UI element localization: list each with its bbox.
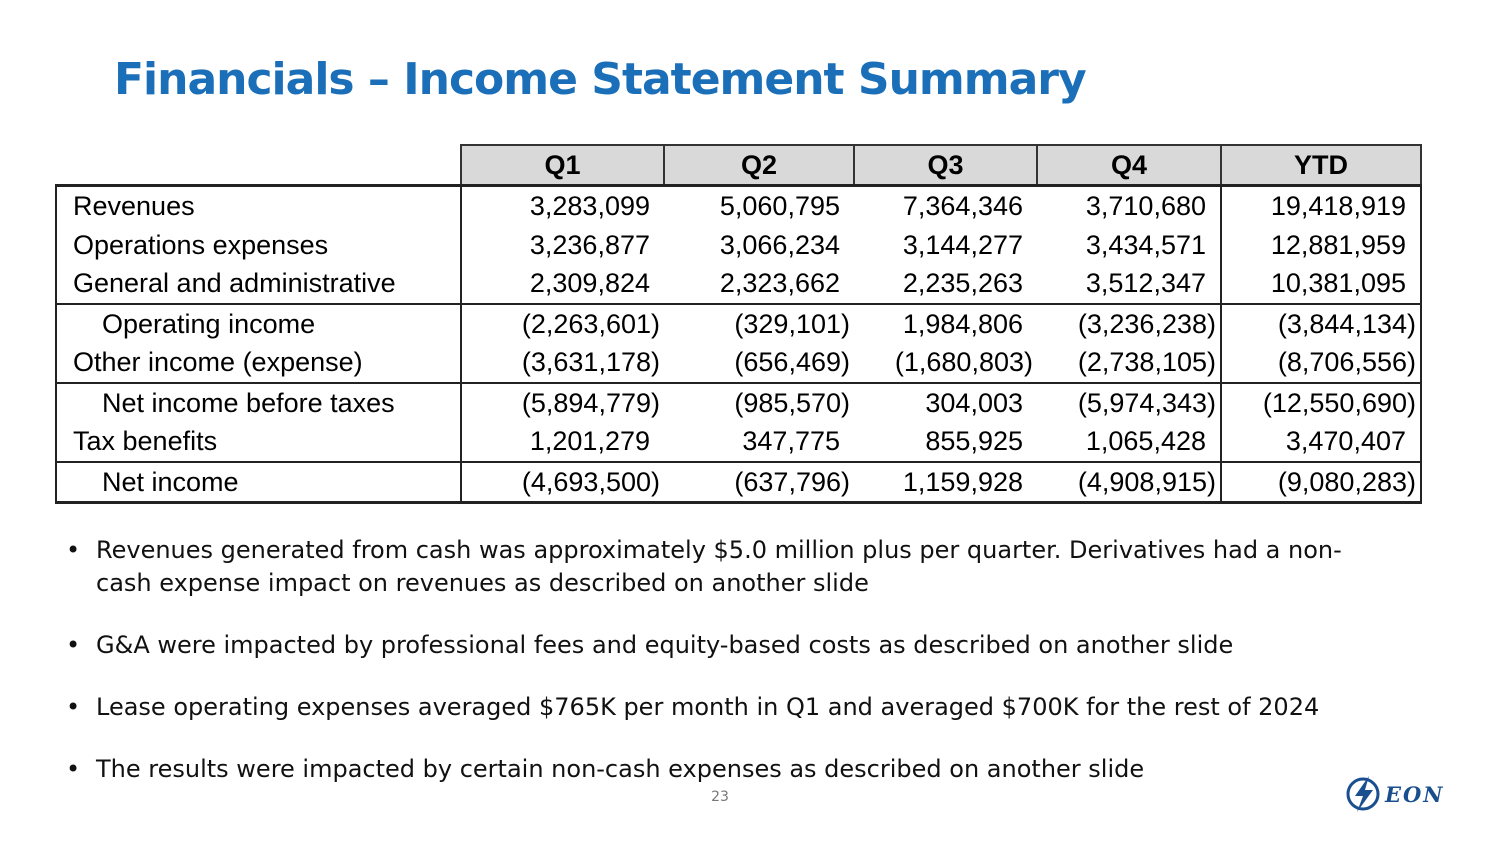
notes-list bbox=[66, 534, 1396, 815]
row-label: Operating income bbox=[56, 304, 461, 344]
cell-q4: 3,434,571 bbox=[1037, 226, 1221, 265]
cell-ytd: (3,844,134) bbox=[1221, 304, 1421, 344]
cell-q1: (4,693,500) bbox=[461, 462, 664, 503]
row-label: Net income before taxes bbox=[56, 383, 461, 423]
table-row bbox=[56, 383, 1421, 423]
cell-q2: 2,323,662 bbox=[719, 268, 840, 299]
list-item bbox=[66, 629, 1396, 662]
cell-q3: 7,364,346 bbox=[902, 191, 1023, 222]
column-header-q1: Q1 bbox=[461, 145, 664, 186]
cell-ytd: (12,550,690) bbox=[1221, 383, 1421, 423]
column-header-q3: Q3 bbox=[854, 145, 1037, 186]
page-number: 23 bbox=[711, 789, 729, 805]
row-label: Net income bbox=[56, 462, 461, 503]
cell-q1: 3,283,099 bbox=[529, 191, 650, 222]
table-row bbox=[56, 226, 1421, 265]
table-row bbox=[56, 462, 1421, 503]
cell-ytd: (8,706,556) bbox=[1221, 343, 1421, 383]
cell-q4: 3,710,680 bbox=[1037, 186, 1221, 226]
cell-ytd: 10,381,095 bbox=[1221, 264, 1421, 304]
row-label: Revenues bbox=[56, 186, 461, 226]
cell-q3: 2,235,263 bbox=[902, 268, 1023, 299]
table-row bbox=[56, 304, 1421, 344]
cell-q3: 304,003 bbox=[854, 383, 1037, 423]
table-header-row bbox=[56, 145, 1421, 186]
cell-q4: (5,974,343) bbox=[1037, 383, 1221, 423]
cell-q2: (637,796) bbox=[664, 462, 854, 503]
bullet-icon: • bbox=[66, 755, 81, 783]
note-text: Revenues generated from cash was approximately $5.0 million plus per quarter. Derivatives had a non-cash expense impact on revenues as described on another slide bbox=[96, 536, 1342, 597]
cell-q2: (656,469) bbox=[734, 347, 850, 378]
cell-q2: (329,101) bbox=[664, 304, 854, 344]
cell-q1: (2,263,601) bbox=[461, 304, 664, 344]
income-statement-table bbox=[55, 144, 1422, 504]
eon-logo bbox=[1345, 772, 1455, 816]
cell-q3: 3,144,277 bbox=[902, 229, 1023, 260]
column-header-ytd: YTD bbox=[1221, 145, 1421, 186]
cell-q2: 347,775 bbox=[742, 426, 840, 457]
cell-q1: (5,894,779) bbox=[461, 383, 664, 423]
cell-q4: (4,908,915) bbox=[1037, 462, 1221, 503]
cell-q4: (3,236,238) bbox=[1037, 304, 1221, 344]
cell-ytd: 12,881,959 bbox=[1221, 226, 1421, 265]
cell-ytd: 3,470,407 bbox=[1221, 422, 1421, 462]
list-item bbox=[66, 691, 1396, 724]
table-row bbox=[56, 264, 1421, 304]
cell-q2: 3,066,234 bbox=[719, 229, 840, 260]
cell-q4: 3,512,347 bbox=[1037, 264, 1221, 304]
cell-q1: (3,631,178) bbox=[521, 347, 660, 378]
bullet-icon: • bbox=[66, 693, 81, 721]
table-row bbox=[56, 343, 1421, 383]
table-row bbox=[56, 186, 1421, 226]
note-text: G&A were impacted by professional fees and equity-based costs as described on another slide bbox=[96, 631, 1234, 659]
cell-q3: 1,159,928 bbox=[854, 462, 1037, 503]
list-item bbox=[66, 753, 1396, 786]
row-label: General and administrative bbox=[56, 264, 461, 304]
bullet-icon: • bbox=[66, 631, 81, 659]
cell-q4: 1,065,428 bbox=[1037, 422, 1221, 462]
cell-q3: 855,925 bbox=[925, 426, 1023, 457]
cell-ytd: 19,418,919 bbox=[1221, 186, 1421, 226]
cell-q3: (1,680,803) bbox=[894, 347, 1033, 378]
cell-q3: 1,984,806 bbox=[854, 304, 1037, 344]
cell-q2: (985,570) bbox=[664, 383, 854, 423]
slide-title: Financials – Income Statement Summary bbox=[114, 54, 1086, 105]
row-label: Operations expenses bbox=[56, 226, 461, 265]
row-label: Other income (expense) bbox=[56, 343, 461, 383]
list-item bbox=[66, 534, 1396, 600]
note-text: The results were impacted by certain non-cash expenses as described on another slide bbox=[96, 755, 1145, 783]
header-blank-cell bbox=[56, 145, 461, 186]
cell-q4: (2,738,105) bbox=[1037, 343, 1221, 383]
note-text: Lease operating expenses averaged $765K per month in Q1 and averaged $700K for the rest of 2024 bbox=[96, 693, 1320, 721]
logo-wordmark: EON bbox=[1385, 782, 1445, 807]
row-label: Tax benefits bbox=[56, 422, 461, 462]
cell-q1: 3,236,877 bbox=[529, 229, 650, 260]
lightning-bolt-icon bbox=[1345, 772, 1385, 816]
cell-q1: 1,201,279 bbox=[529, 426, 650, 457]
column-header-q2: Q2 bbox=[664, 145, 854, 186]
cell-q2: 5,060,795 bbox=[719, 191, 840, 222]
column-header-q4: Q4 bbox=[1037, 145, 1221, 186]
cell-ytd: (9,080,283) bbox=[1221, 462, 1421, 503]
cell-q1: 2,309,824 bbox=[529, 268, 650, 299]
table-row bbox=[56, 422, 1421, 462]
bullet-icon: • bbox=[66, 536, 81, 564]
